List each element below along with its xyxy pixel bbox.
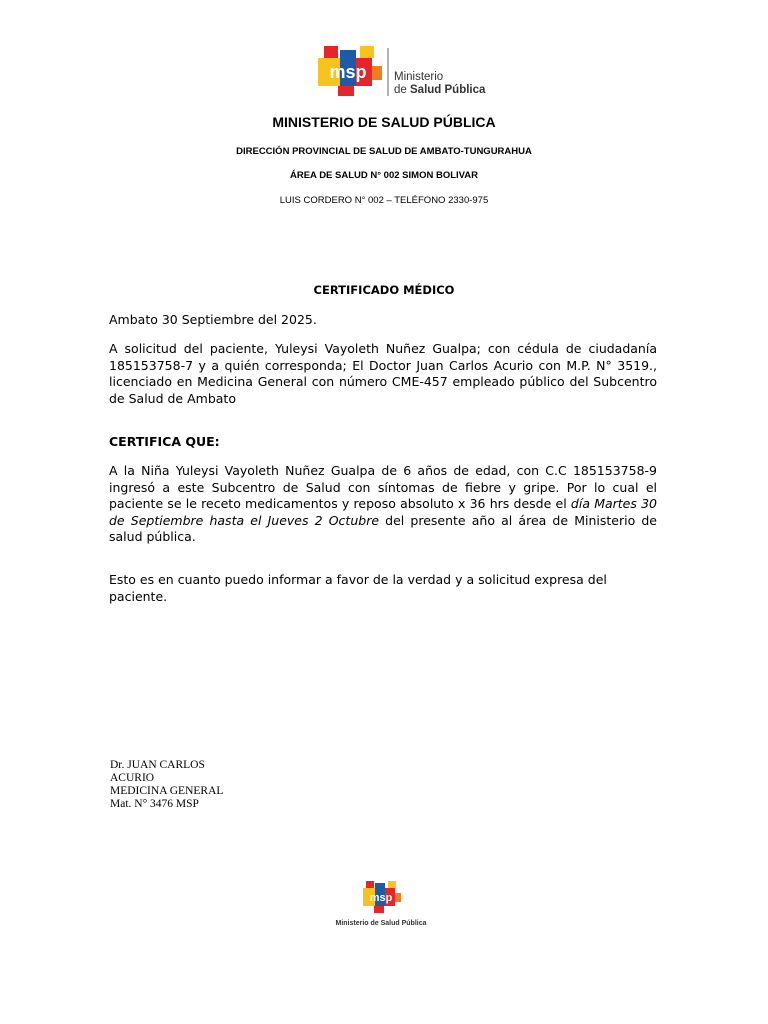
body-text-1: A la Niña Yuleysi Vayoleth Nuñez Gualpa de 6 años de edad, con C.C 185153758-9 ingresó a este Subcentro de Salud con síntomas de fiebre y gripe. Por lo cual el paciente se le receto medicamentos y reposo absoluto x 36 hrs desde el <box>109 463 657 511</box>
footer-logo-mark <box>330 880 434 928</box>
doctor-registration: Mat. N° 3476 MSP <box>110 798 199 810</box>
msp-logo <box>318 44 498 100</box>
footer-logo <box>330 880 434 928</box>
certificate-title: CERTIFICADO MÉDICO <box>313 283 455 297</box>
intro-paragraph <box>109 341 657 407</box>
date-line: Ambato 30 Septiembre del 2025. <box>109 312 317 327</box>
doctor-name: Dr. JUAN CARLOS ACURIO <box>110 759 205 784</box>
svg-text:de Salud Pública: de Salud Pública <box>394 84 486 96</box>
svg-text:msp: msp <box>369 892 393 904</box>
direccion-provincial: DIRECCIÓN PROVINCIAL DE SALUD DE AMBATO-TUNGURAHUA <box>236 146 532 157</box>
certifica-heading: CERTIFICA QUE: <box>109 434 220 449</box>
svg-text:msp: msp <box>329 62 367 82</box>
body-paragraph <box>109 463 657 546</box>
area-de-salud: ÁREA DE SALUD N° 002 SIMON BOLIVAR <box>289 170 478 181</box>
doctor-specialty: MEDICINA GENERAL <box>110 785 224 797</box>
msp-logo-mark <box>318 44 498 100</box>
svg-text:Ministerio de Salud Pública: Ministerio de Salud Pública <box>335 920 427 927</box>
body-text-2: del presente año al área de Ministerio de salud pública. <box>109 512 657 544</box>
svg-text:Ministerio: Ministerio <box>394 71 444 83</box>
intro-text: A solicitud del paciente, Yuleysi Vayoleth Nuñez Gualpa; con cédula de ciudadanía 185153758-7 y a quién corresponda; El Doctor Juan Carlos Acurio con M.P. N° 3519., licenciado en Medicina General con número CME-457 empleado público del Subcentro de Salud de Ambato <box>109 341 657 406</box>
signature-block <box>110 759 250 811</box>
closing-paragraph: Esto es en cuanto puedo informar a favor de la verdad y a solicitud expresa del paciente. <box>109 572 607 604</box>
page-title: MINISTERIO DE SALUD PÚBLICA <box>272 114 496 130</box>
address-phone: LUIS CORDERO N° 002 – TELÉFONO 2330-975 <box>279 195 489 206</box>
body-text-dates: día Martes 30 de Septiembre hasta el Jueves 2 Octubre <box>109 496 658 528</box>
